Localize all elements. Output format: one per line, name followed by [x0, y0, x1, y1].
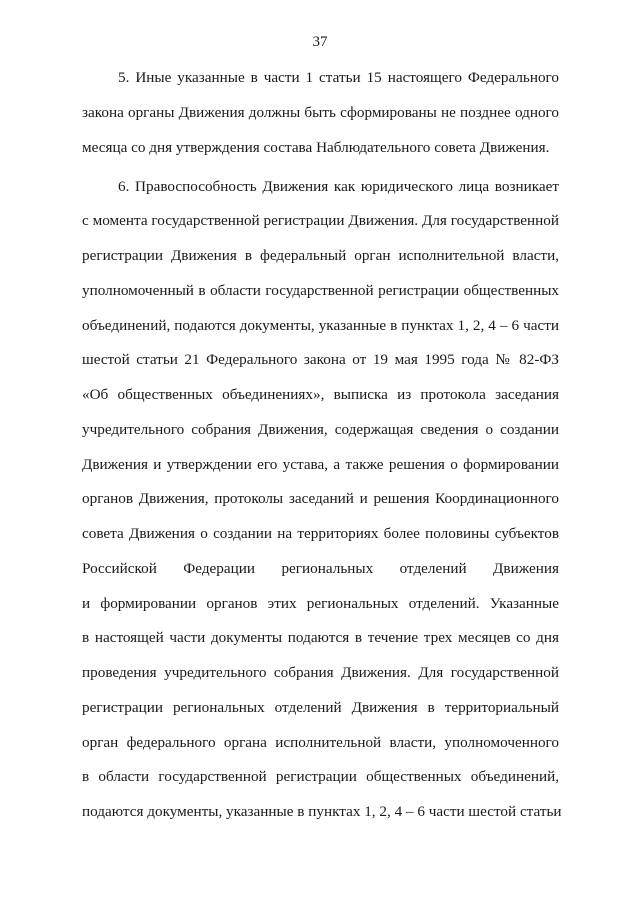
text-line: совета Движения о создании на территориях более половины субъектов: [82, 525, 559, 542]
text-line: регистрации региональных отделений Движения в территориальный: [82, 699, 559, 716]
text-line: шестой статьи 21 Федерального закона от 19 мая 1995 года № 82-ФЗ: [82, 351, 559, 368]
text-line: месяца со дня утверждения состава Наблюдательного совета Движения.: [82, 139, 550, 156]
text-line: уполномоченный в области государственной регистрации общественных: [82, 282, 559, 299]
text-line: в области государственной регистрации общественных объединений,: [82, 768, 559, 785]
text-line: 5. Иные указанные в части 1 статьи 15 настоящего Федерального: [118, 69, 559, 86]
text-line: орган федерального органа исполнительной власти, уполномоченного: [82, 734, 559, 751]
text-line: регистрации Движения в федеральный орган исполнительной власти,: [82, 247, 559, 264]
text-line: «Об общественных объединениях», выписка из протокола заседания: [82, 386, 559, 403]
text-line: закона органы Движения должны быть сформированы не позднее одного: [82, 104, 559, 121]
text-line: учредительного собрания Движения, содержащая сведения о создании: [82, 421, 559, 438]
text-line: органов Движения, протоколы заседаний и решения Координационного: [82, 490, 559, 507]
text-line: Российской Федерации региональных отделений Движения: [82, 560, 559, 577]
text-line: проведения учредительного собрания Движения. Для государственной: [82, 664, 559, 681]
text-line: и формировании органов этих региональных отделений. Указанные: [82, 595, 559, 612]
page-number: 37: [312, 34, 328, 50]
text-line: объединений, подаются документы, указанные в пунктах 1, 2, 4 – 6 части: [82, 317, 559, 334]
text-line: подаются документы, указанные в пунктах 1, 2, 4 – 6 части шестой статьи: [82, 803, 562, 820]
text-line: в настоящей части документы подаются в течение трех месяцев со дня: [82, 629, 559, 646]
text-line: 6. Правоспособность Движения как юридического лица возникает: [118, 178, 559, 195]
text-line: Движения и утверждении его устава, а также решения о формировании: [82, 456, 559, 473]
text-line: с момента государственной регистрации Движения. Для государственной: [82, 212, 559, 229]
